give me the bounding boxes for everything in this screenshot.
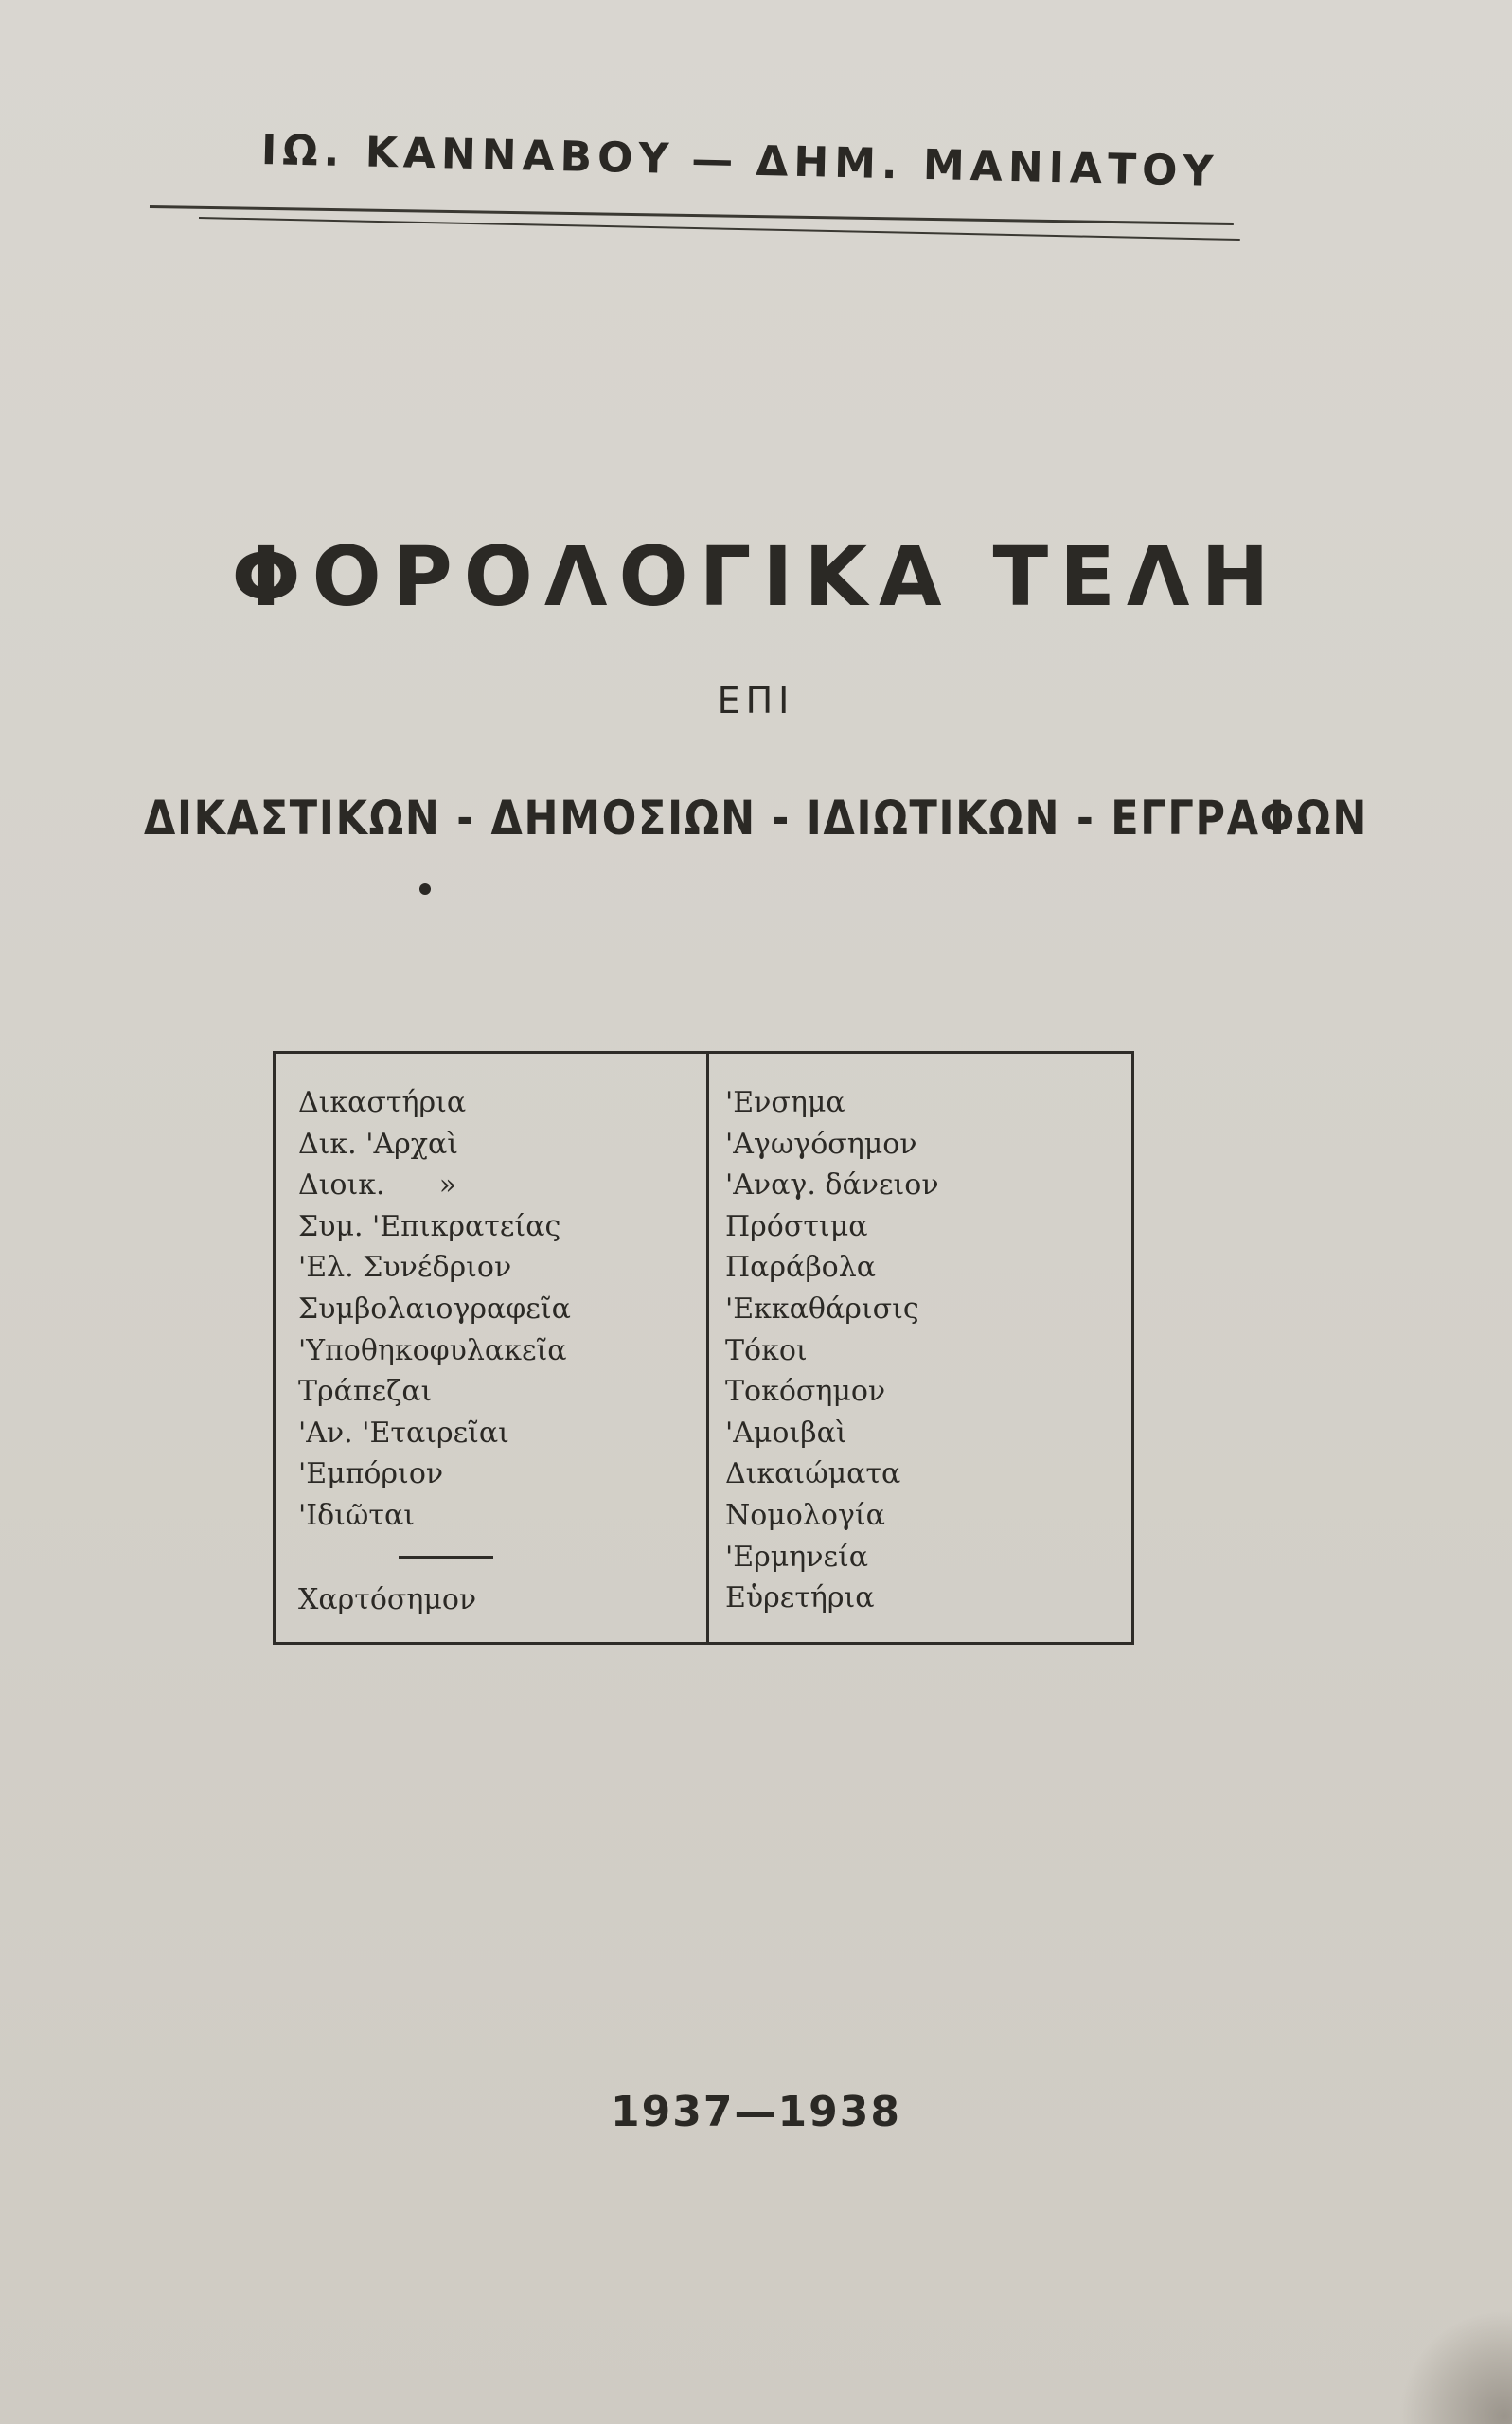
author-kannavou: ΙΩ. ΚΑΝΝΑΒΟΥ — [260, 126, 675, 184]
list-item: 'Υποθηκοφυλακεῖα — [298, 1333, 567, 1367]
list-item: Συμ. 'Επικρατείας — [298, 1209, 561, 1243]
title-preposition: ΕΠΙ — [717, 680, 795, 722]
list-item: 'Ιδιῶται — [298, 1498, 416, 1532]
list-item: 'Αναγ. δάνειον — [725, 1168, 939, 1203]
list-item: Δικ. 'Αρχαὶ — [298, 1127, 458, 1161]
list-item: Τράπεζαι — [298, 1375, 433, 1409]
list-item: 'Εκκαθάρισις — [725, 1292, 919, 1326]
authors-line — [260, 126, 1218, 196]
bullet-dot — [419, 883, 431, 895]
book-subtitle: ΔΙΚΑΣΤΙΚΩΝ - ΔΗΜΟΣΙΩΝ - ΙΔΙΩΤΙΚΩΝ - ΕΓΓΡΑΦΩΝ — [143, 791, 1369, 846]
list-item: Δικαιώματα — [725, 1457, 901, 1491]
contents-box — [273, 1051, 1134, 1645]
list-item: 'Ερμηνεία — [725, 1540, 869, 1574]
list-item: 'Αν. 'Εταιρεῖαι — [298, 1416, 509, 1450]
list-item: Τόκοι — [725, 1333, 808, 1367]
page-corner-wear — [1398, 2310, 1512, 2424]
list-item: 'Εμπόριον — [298, 1457, 444, 1491]
book-title: ΦΟΡΟΛΟΓΙΚΑ ΤΕΛΗ — [231, 530, 1281, 625]
list-item: 'Ελ. Συνέδριον — [298, 1251, 512, 1285]
author-maniatou: ΔΗΜ. ΜΑΝΙΑΤΟΥ — [755, 136, 1219, 196]
column-divider — [706, 1054, 709, 1642]
list-item-footer: Χαρτόσημον — [298, 1582, 477, 1616]
header-rule — [150, 205, 1234, 225]
list-item: Πρόστιμα — [725, 1209, 868, 1243]
list-item: 'Αγωγόσημον — [725, 1127, 917, 1161]
list-item: Δικαστήρια — [298, 1086, 467, 1119]
list-item: Νομολογία — [725, 1498, 885, 1532]
list-item: Διοικ. » — [298, 1168, 457, 1203]
contents-right-column — [725, 1082, 1123, 1619]
list-item: 'Ενσημα — [725, 1086, 845, 1119]
short-divider — [399, 1556, 493, 1559]
list-item: Παράβολα — [725, 1251, 876, 1285]
contents-left-column — [298, 1082, 686, 1620]
list-item: Τοκόσημον — [725, 1375, 886, 1409]
list-item: Συμβολαιογραφεῖα — [298, 1292, 571, 1326]
list-item: 'Αμοιβαὶ — [725, 1416, 847, 1450]
list-item: Εὑρετήρια — [725, 1581, 875, 1615]
author-separator: — — [690, 135, 739, 186]
publication-years: 1937—1938 — [611, 2088, 901, 2136]
